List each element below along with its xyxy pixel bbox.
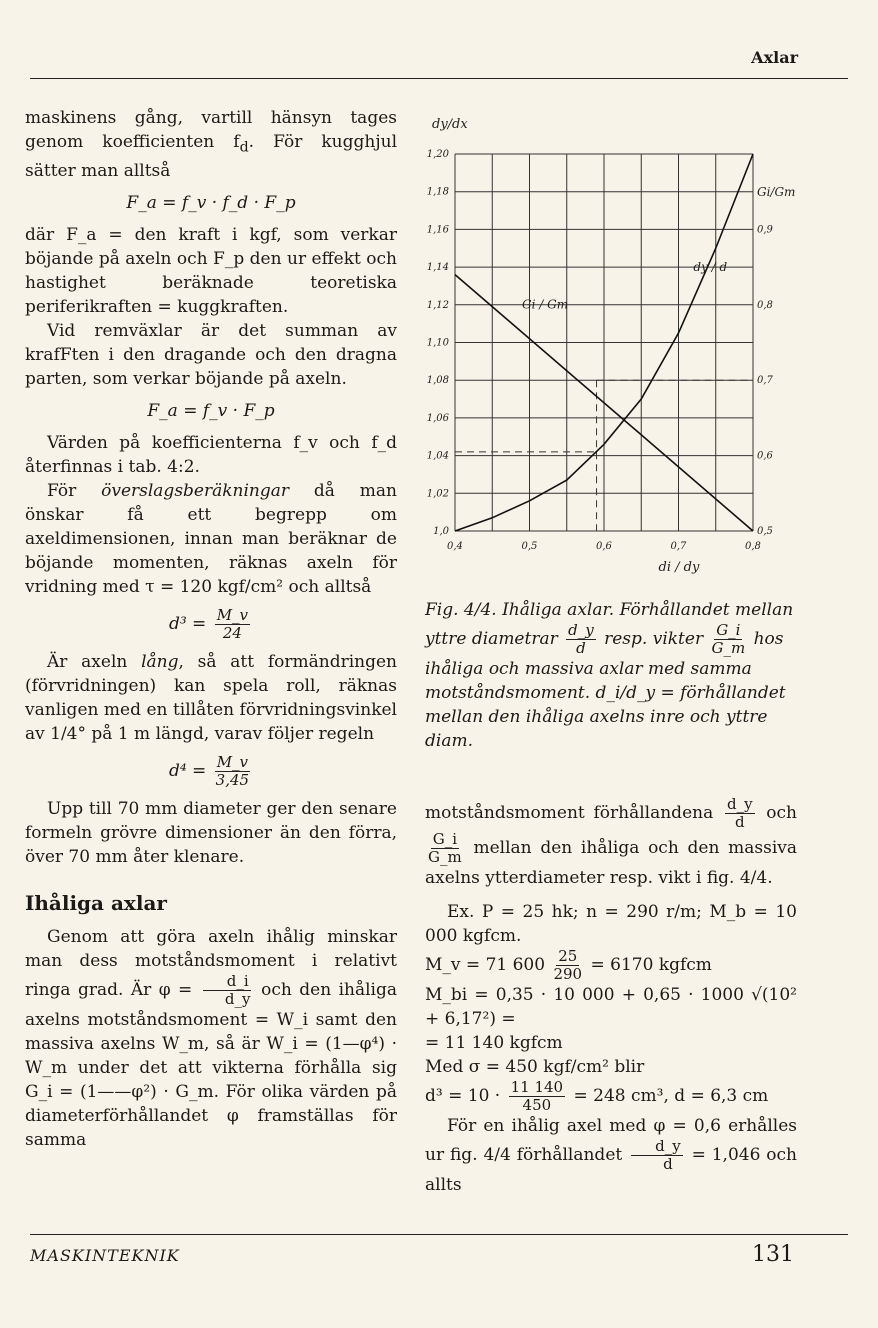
paragraph: maskinens gång, vartill hänsyn tages genom koefficienten $f_d$. För kugghjul sätter man alltså: [25, 108, 398, 182]
y-left-tick-label: 1,04: [426, 450, 449, 462]
example-line: d³ = 10 · $\frac{11 140}{450}$ = 248 cm³, d = 6,3 cm: [425, 1078, 769, 1114]
paragraph: motståndsmoment förhållandena $\frac{d\_y}{d}$ och $\frac{G\_i}{G\_m}$ mellan den ihåliga och den massiva axelns ytterdiameter resp. vikt i fig. 4/4.: [425, 795, 798, 888]
header-rule: [30, 78, 848, 79]
y-left-tick-label: 1,02: [426, 488, 449, 500]
y-right-tick-label: 0,5: [757, 526, 773, 537]
figure-chart: [420, 106, 810, 576]
paragraph: Genom att göra axeln ihålig minskar man dess motståndsmoment i relativt ringa grad. Är φ = $\frac{d\_i}{d\_y}$ och den ihåliga axelns motståndsmoment = W_i samt den massiva axelns W_m, så är W_i = (1—φ⁴) · W_m under det att vikterna förhålla sig G_i = (1——φ²) · G_m. För olika värden på diameterförhållandet φ framställas för samma: [25, 927, 398, 1151]
x-tick-label: 0,4: [447, 541, 463, 552]
paragraph: Värden på koefficienterna f_v och f_d återfinnas i tab. 4:2.: [25, 433, 397, 478]
y-left-tick-label: 1,0: [433, 526, 449, 537]
footer-rule: [30, 1234, 848, 1235]
x-tick-label: 0,7: [670, 541, 687, 552]
x-axis-label: di / dy: [658, 560, 700, 575]
running-header: Axlar: [751, 48, 798, 67]
y-left-tick-label: 1,18: [426, 186, 449, 198]
y-right-tick-label: 0,7: [757, 375, 773, 387]
y-left-tick-label: 1,16: [426, 224, 449, 236]
y-left-tick-label: 1,10: [426, 337, 449, 349]
example-line: = 11 140 kgfcm: [425, 1033, 563, 1053]
y-right-axis-label: Gi/Gm: [757, 185, 796, 199]
example-line: Med σ = 450 kgf/cm² blir: [425, 1057, 645, 1077]
y-right-tick-label: 0,8: [757, 299, 773, 311]
footer-title: MASKINTEKNIK: [30, 1246, 180, 1265]
y-left-axis-label: dy/dx: [432, 117, 468, 132]
formula: d³ = $\frac{M\_v}{24}$: [168, 606, 249, 643]
chart-svg: [420, 106, 810, 576]
y-left-tick-label: 1,12: [426, 299, 449, 311]
curve-label-dy-d: dy / d: [693, 259, 728, 274]
y-right-tick-label: 0,9: [757, 224, 773, 236]
paragraph: Upp till 70 mm diameter ger den senare formeln grövre dimensioner än den förra, över 70 mm åter klenare.: [25, 799, 397, 868]
example-line: Ex. P = 25 hk; n = 290 r/m; M_b = 10 000 kgfcm.: [425, 902, 797, 946]
paragraph: Är axeln lång, så att formändringen (förvridningen) kan spela roll, räknas vanligen med en tillåten förvridningsvinkel av 1/4° på 1 m längd, varav följer regeln: [25, 652, 397, 745]
right-column: [425, 796, 797, 1197]
paragraph: För överslagsberäkningar då man önskar få ett begrepp om axeldimensionen, innan man beräknar de böjande momenten, räknas axeln för vridning med τ = 120 kgf/cm² och alltså: [25, 481, 397, 598]
x-tick-label: 0,5: [521, 541, 538, 552]
left-column: [25, 106, 397, 1152]
formula: d⁴ = $\frac{M\_v}{3,45}$: [168, 753, 250, 790]
page-number: 131: [752, 1242, 794, 1267]
y-left-tick-label: 1,08: [426, 375, 449, 387]
formula: F_a = f_v · f_d · F_p: [126, 193, 296, 214]
paragraph: Vid remväxlar är det summan av krafFten i den dragande och den dragna parten, som verkar böjande på axeln.: [25, 321, 397, 390]
x-tick-label: 0,6: [596, 541, 612, 552]
curve-label-gi-gm: Gi / Gm: [522, 297, 569, 312]
figure-caption: Fig. 4/4. Ihåliga axlar. Förhållandet mellan yttre diametrar $\frac{d\_y}{d}$ resp. vikter $\frac{G\_i}{G\_m}$ hos ihåliga och massiva axlar med samma motståndsmoment. d_i/d_y = förhållandet mellan den ihåliga axelns inre och yttre diam.: [425, 600, 794, 751]
paragraph: där F_a = den kraft i kgf, som verkar böjande på axeln och F_p den ur effekt och hastighet beräknade teoretiska periferikraften = kuggkraften.: [25, 225, 397, 318]
example-line: M_v = 71 600 $\frac{25}{290}$ = 6170 kgfcm: [425, 947, 712, 983]
x-tick-label: 0,8: [745, 541, 761, 552]
section-heading: Ihåliga axlar: [25, 891, 167, 916]
y-left-tick-label: 1,06: [426, 412, 449, 424]
formula: F_a = f_v · F_p: [147, 401, 275, 422]
y-left-tick-label: 1,14: [426, 262, 449, 274]
example-line: M_bi = 0,35 · 10 000 + 0,65 · 1000 √(10² + 6,17²) =: [425, 985, 797, 1029]
paragraph: För en ihålig axel med φ = 0,6 erhålles ur fig. 4/4 förhållandet $\frac{d\_y}{d}$ = 1,046 och allts: [425, 1116, 798, 1195]
y-right-tick-label: 0,6: [757, 450, 773, 462]
y-left-tick-label: 1,20: [426, 149, 449, 160]
